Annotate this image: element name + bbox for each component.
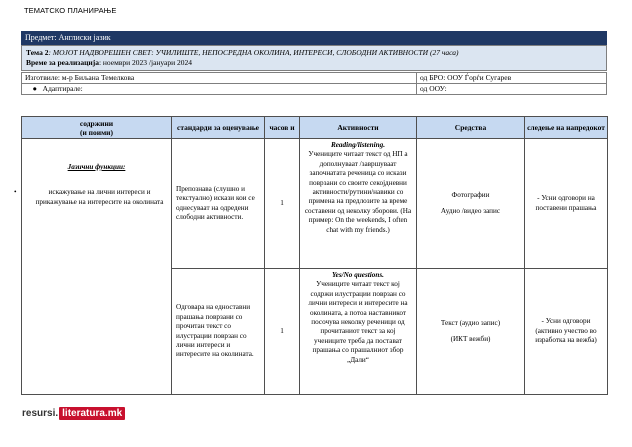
progress-cell: - Усни одговори (активно учество во изработка на вежба)	[525, 269, 608, 395]
time-label: Време за реализација	[26, 58, 99, 67]
topic-label: Тема 2	[26, 48, 49, 57]
activity-title: Reading/listening.	[330, 141, 386, 149]
resource-item: Аудио /видео запис	[440, 206, 501, 215]
header-hours: часов и	[265, 117, 300, 139]
resources-cell	[417, 269, 525, 395]
time-value: : ноември 2023 /јануари 2024	[98, 58, 193, 67]
hours-cell: 1	[265, 139, 300, 269]
progress-cell: - Усни одговори на поставени прашања	[525, 139, 608, 269]
bullet-icon: •	[14, 188, 17, 197]
header-activities: Активности	[300, 117, 417, 139]
adapted-cell	[22, 84, 417, 95]
hours-cell: 1	[265, 269, 300, 395]
functions-title: Јазични функции:	[67, 163, 126, 171]
adapted-label: Адаптирале:	[42, 84, 83, 93]
info-table	[21, 72, 607, 95]
resource-item: Текст (аудио запис)	[440, 319, 501, 328]
planning-table	[14, 116, 608, 395]
site-logo[interactable]	[22, 407, 125, 420]
content-bullet-text: искажување на лични интереси и прикажување на интересите на околината	[35, 188, 164, 206]
activity-title: Yes/No questions.	[332, 271, 384, 279]
resource-item: (ИКТ вежби)	[450, 334, 491, 343]
header-standards: стандарди за оценување	[172, 117, 265, 139]
activity-text: Учениците читаат текст кој содржи илустрации поврзан со лични интереси и интересите на околината, а потоа наставникот посочува неколку реченици од прочитаниот текст за кој учениците треба да постават прашања со прашалниот збор „Дали“	[308, 280, 408, 364]
resources-cell	[417, 139, 525, 269]
school-oou: од ООУ:	[417, 84, 607, 95]
table-header-row	[22, 117, 608, 139]
resource-item: Фотографии	[451, 191, 490, 200]
content-cell	[14, 139, 172, 395]
topic-title: : МОЈОТ НАДВОРЕШЕН СВЕТ: УЧИЛИШТЕ, НЕПОСРЕДНА ОКОЛИНА, ИНТЕРЕСИ, СЛОБОДНИ АКТИВНОСТИ	[48, 48, 429, 57]
standard-cell: Одговара на едноставни прашања поврзани со прочитан текст со илустрации поврзан со лични интереси и интересите на околината.	[172, 269, 265, 395]
bullet-icon: ●	[32, 84, 38, 93]
prepared-by: Изготвиле: м-р Биљана Темелкова	[22, 73, 417, 84]
standard-cell: Препознава (слушно и текстуално) искази кои се однесуваат на одредени слободни активности.	[172, 139, 265, 269]
activity-cell	[300, 269, 417, 395]
school-bro: од БРО: ООУ Ѓорѓи Сугарев	[417, 73, 607, 84]
header-progress: следење на напредокот	[525, 117, 608, 139]
logo-part-literatura: literatura.mk	[59, 407, 125, 420]
page-title: ТЕМАТСКО ПЛАНИРАЊЕ	[24, 6, 117, 15]
time-line	[26, 58, 602, 68]
activity-cell	[300, 139, 417, 269]
activity-text: Учениците читаат текст од НП а дополнуваат /завршуваат започнатата реченица со искази поврзани со своите секојдневни активности/рутини/навики со примена на предлозите за време составени од неколку зборови. (На пример: On the weekends, I often chat with my friends.)	[304, 150, 412, 234]
header-content: содржини (и поими)	[22, 117, 172, 139]
topic-box	[21, 45, 607, 71]
topic-hours: (27 часа)	[429, 48, 459, 57]
table-row	[22, 139, 608, 269]
content-bullet	[14, 188, 167, 207]
topic-line	[26, 48, 602, 58]
subject-bar: Предмет: Англиски јазик	[21, 31, 607, 45]
logo-part-resursi: resursi.	[22, 408, 59, 419]
header-resources: Средства	[417, 117, 525, 139]
